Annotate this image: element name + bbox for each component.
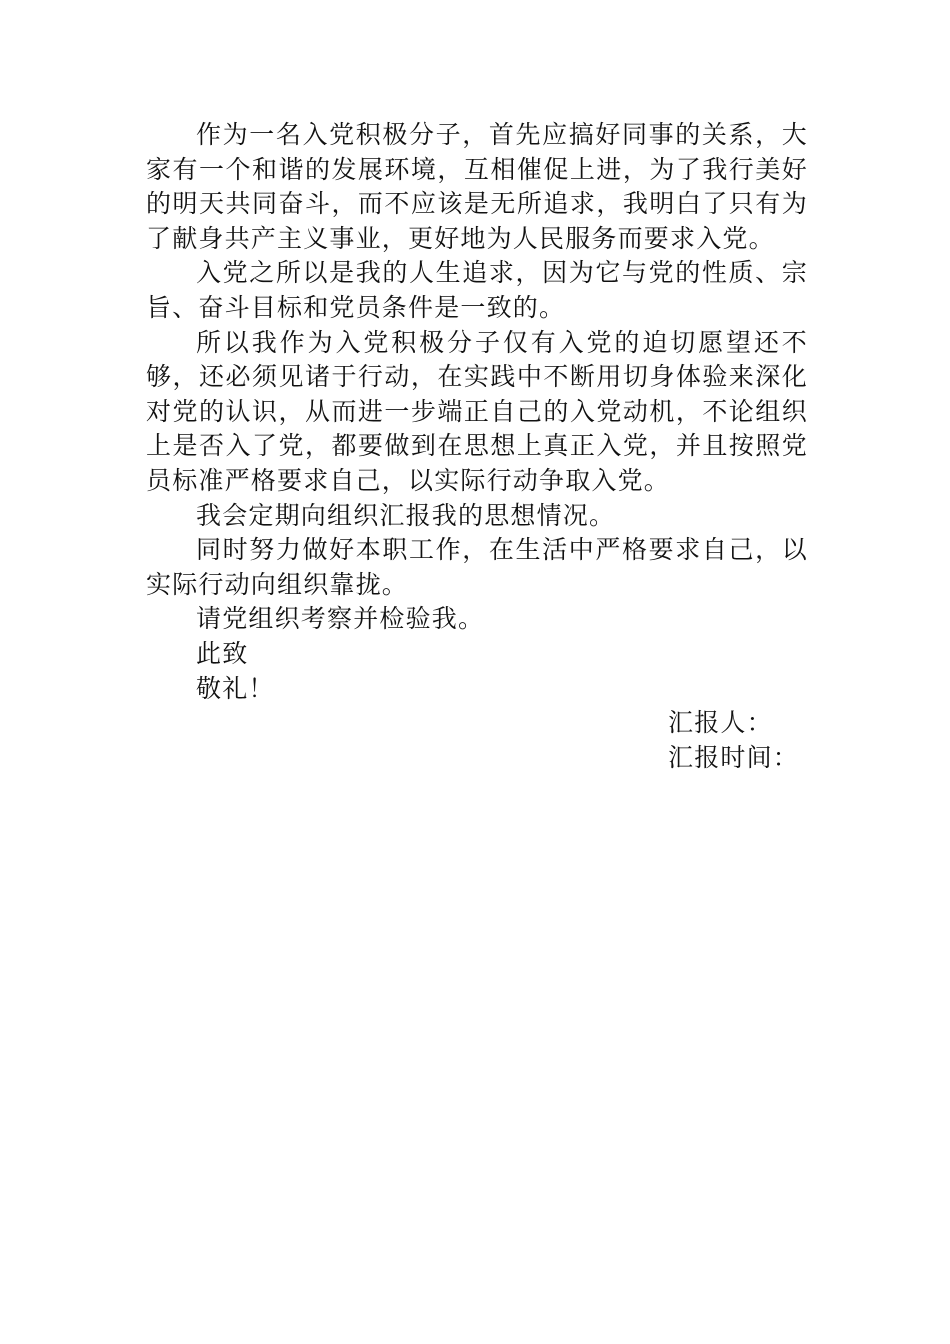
paragraph-6: 请党组织考察并检验我。 <box>196 604 485 634</box>
closing-regards: 敬礼！ <box>196 673 275 703</box>
report-time-label: 汇报时间： <box>668 742 800 772</box>
paragraph-2: 入党之所以是我的人生追求，因为它与党的性质、宗旨、奋斗目标和党员条件是一致的。 <box>146 258 808 322</box>
reporter-label: 汇报人： <box>668 708 773 737</box>
paragraph-3: 所以我作为入党积极分子仅有入党的迫切愿望还不够，还必须见诸于行动，在实践中不断用切身体验来深化对党的认识，从而进一步端正自己的入党动机，不论组织上是否入了党，都要做到在思想上真正入党，并且按照党员标准严格要求自己，以实际行动争取入党。 <box>146 327 808 495</box>
paragraph-1: 作为一名入党积极分子，首先应搞好同事的关系，大家有一个和谐的发展环境，互相催促上进，为了我行美好的明天共同奋斗，而不应该是无所追求，我明白了只有为了献身共产主义事业，更好地为人民服务而要求入党。 <box>146 120 808 253</box>
closing-salutation: 此致 <box>196 638 249 668</box>
paragraph-4: 我会定期向组织汇报我的思想情况。 <box>196 500 616 530</box>
paragraph-5: 同时努力做好本职工作，在生活中严格要求自己，以实际行动向组织靠拢。 <box>146 535 808 599</box>
signature-block <box>668 706 928 775</box>
letter-body <box>146 118 808 706</box>
